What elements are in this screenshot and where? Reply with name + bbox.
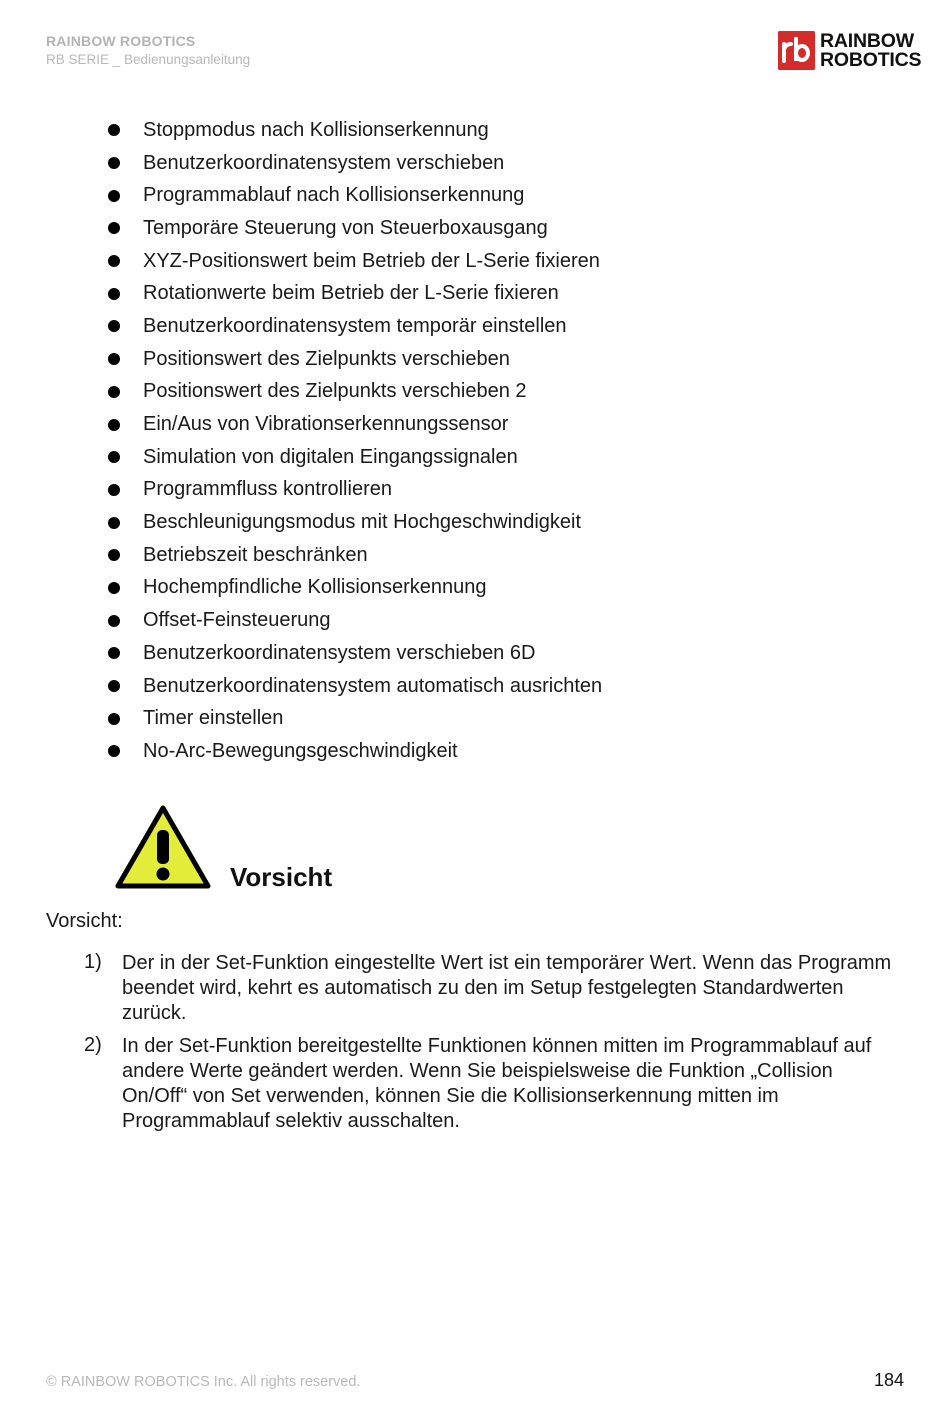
list-item-text: Simulation von digitalen Eingangssignalen [143,445,518,468]
list-item-text: Beschleunigungsmodus mit Hochgeschwindigkeit [143,511,582,534]
list-number: 1) [84,951,102,973]
list-item-text: XYZ-Positionswert beim Betrieb der L-Serie fixieren [143,249,600,272]
bullet-icon [108,713,120,725]
bullet-icon [108,320,120,332]
bullet-icon [108,288,120,300]
header-company: RAINBOW ROBOTICS [46,33,196,49]
bullet-icon [108,222,120,234]
bullet-icon [108,615,120,627]
bullet-icon [108,647,120,659]
bullet-icon [108,353,120,365]
bullet-icon [108,190,120,202]
list-item-text: Positionswert des Zielpunkts verschieben 2 [143,380,527,403]
list-item-text: Programmfluss kontrollieren [143,478,392,501]
rainbow-robotics-logo [778,31,921,70]
list-item-text: Timer einstellen [143,707,284,730]
list-item [0,1034,902,1134]
list-item-text: Der in der Set-Funktion eingestellte Wert ist ein temporärer Wert. Wenn das Programm beendet wird, kehrt es automatisch zu den im Setup festgelegten Standardwerten zurück. [122,952,892,1024]
logo-wordmark [820,29,922,71]
bullet-icon [108,582,120,594]
list-item-text: Positionswert des Zielpunkts verschieben [143,347,510,370]
bullet-icon [108,157,120,169]
list-item-text: Betriebszeit beschränken [143,543,368,566]
header-subtitle: RB SERIE _ Bedienungsanleitung [46,52,251,67]
bullet-icon [108,419,120,431]
list-item-text: Benutzerkoordinatensystem automatisch ausrichten [143,674,603,697]
bullet-icon [108,517,120,529]
warning-title: Vorsicht [230,862,333,892]
bullet-icon [108,386,120,398]
logo-line-2: ROBOTICS [820,48,922,71]
list-item-text: Offset-Feinsteuerung [143,609,331,632]
list-item-text: Temporäre Steuerung von Steuerboxausgang [143,216,548,239]
bullet-icon [108,124,120,136]
list-item-text: Ein/Aus von Vibrationserkennungssensor [143,413,509,436]
bullet-icon [108,680,120,692]
list-item-text: Benutzerkoordinatensystem verschieben [143,151,505,174]
bullet-icon [108,451,120,463]
warning-triangle-icon [115,804,211,895]
logo-mark-icon [778,31,815,70]
caution-list [0,951,902,1134]
bullet-icon [108,484,120,496]
list-item-text: Programmablauf nach Kollisionserkennung [143,184,525,207]
bullet-icon [108,255,120,267]
list-item-text: Benutzerkoordinatensystem temporär einstellen [143,314,567,337]
list-item-text: Benutzerkoordinatensystem verschieben 6D [143,641,536,664]
list-item [0,951,902,1026]
list-number: 2) [84,1034,102,1056]
list-item-text: Hochempfindliche Kollisionserkennung [143,576,487,599]
list-item-text: In der Set-Funktion bereitgestellte Funktionen können mitten im Programmablauf auf andere Werte geändert werden. Wenn Sie beispielsweise die Funktion „Collision On/Off“ von Set verwenden, können Sie die Kollisionserkennung mitten im Programmablauf selektiv ausschalten. [122,1035,872,1132]
caution-label: Vorsicht: [46,910,123,932]
list-item-text: Stoppmodus nach Kollisionserkennung [143,118,489,141]
bullet-icon [108,745,120,757]
footer-copyright: © RAINBOW ROBOTICS Inc. All rights reserved. [46,1374,361,1390]
logo-line-1: RAINBOW [820,29,914,52]
list-item-text: No-Arc-Bewegungsgeschwindigkeit [143,739,458,762]
list-item-text: Rotationwerte beim Betrieb der L-Serie fixieren [143,282,559,305]
page-number: 184 [873,1370,904,1390]
bullet-icon [108,549,120,561]
